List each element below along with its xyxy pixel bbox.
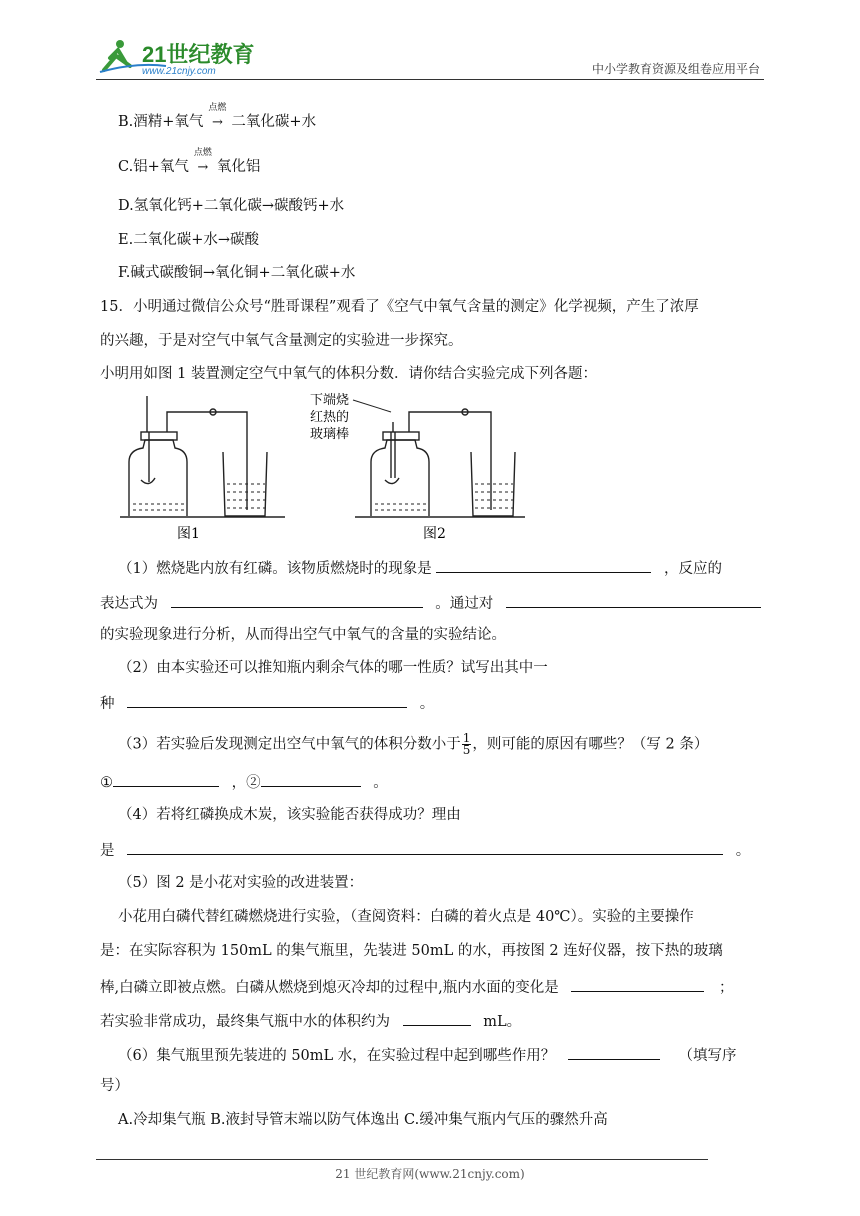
q15-part4-line2: 是 。: [100, 838, 750, 861]
fraction: $\frac{1}{5}$: [462, 731, 471, 757]
option-d: D.氢氧化钙+二氧化碳→碳酸钙+水: [118, 198, 345, 214]
q15-part1-line3: 的实验现象进行分析，从而得出空气中氧气的含量的实验结论。: [100, 627, 506, 643]
fig2-label-3: 玻璃棒: [310, 427, 350, 442]
q15-part4-line1: （4）若将红磷换成木炭，该实验能否获得成功？理由: [118, 807, 461, 823]
answer-blank[interactable]: [506, 591, 761, 608]
q15-part5-line1: （5）图 2 是小花对实验的改进装置：: [118, 875, 364, 891]
header-divider: [96, 79, 764, 80]
q15-part6-line1: （6）集气瓶里预先装进的 50mL 水，在实验过程中起到哪些作用？ （填写序: [118, 1043, 737, 1066]
option-e: E.二氧化碳+水→碳酸: [118, 232, 259, 248]
q15-part1-line1: （1）燃烧匙内放有红磷。该物质燃烧时的现象是 ，反应的: [118, 556, 722, 579]
q15-part5-line5: 若实验非常成功，最终集气瓶中水的体积约为 mL。: [100, 1009, 521, 1032]
answer-blank[interactable]: [127, 838, 723, 855]
option-f: F.碱式碳酸铜→氧化铜+二氧化碳+水: [118, 265, 356, 281]
q15-part5-line4: 棒,白磷立即被点燃。白磷从燃烧到熄灭冷却的过程中,瓶内水面的变化是 ；: [100, 975, 733, 998]
q15-part1-line2: 表达式为 。通过对: [100, 591, 761, 614]
site-logo: [96, 36, 266, 80]
q15-intro-line2: 的兴趣，于是对空气中氧气含量测定的实验进一步探究。: [100, 333, 463, 349]
condition-label: 点燃: [193, 148, 212, 158]
footer-text: 21 世纪教育网(www.21cnjy.com): [335, 1167, 525, 1181]
condition-label: 点燃: [208, 103, 227, 113]
apparatus-figure: [115, 392, 535, 542]
fig2-caption: 图2: [423, 526, 446, 542]
q15-part6-options: A.冷却集气瓶 B.液封导管末端以防气体逸出 C.缓冲集气瓶内气压的骤然升高: [118, 1112, 608, 1128]
q15-part5-line3: 是：在实际容积为 150mL 的集气瓶里，先装进 50mL 的水，再按图 2 连好仪器，按下热的玻璃: [100, 943, 723, 959]
platform-name: 中小学教育资源及组卷应用平台: [591, 62, 760, 76]
answer-blank[interactable]: [261, 770, 361, 787]
q15-intro-line3: 小明用如图 1 装置测定空气中氧气的体积分数．请你结合实验完成下列各题：: [100, 366, 597, 382]
q15-part5-line2: 小花用白磷代替红磷燃烧进行实验，（查阅资料：白磷的着火点是 40℃）。实验的主要操作: [118, 909, 694, 925]
option-c: C.铝+氧气 点燃 → 氧化铝: [118, 148, 261, 175]
answer-blank[interactable]: [436, 556, 651, 573]
logo-url: www.21cnjy.com: [142, 66, 216, 77]
footer-divider: [96, 1159, 708, 1160]
fig2-label-2: 红热的: [310, 410, 350, 425]
q15-part3-line1: （3）若实验后发现测定出空气中氧气的体积分数小于 $\frac{1}{5}$ ，则可能的原因有哪些？（写 2 条）: [118, 731, 709, 757]
q15-part3-line2: ① ，② 。: [100, 770, 388, 793]
logo-text: 21世纪教育: [142, 42, 255, 67]
option-b: B.酒精+氧气 点燃 → 二氧化碳+水: [118, 103, 317, 130]
answer-blank[interactable]: [571, 975, 704, 992]
arrow-icon: →: [197, 160, 209, 175]
q15-part6-line2: 号）: [100, 1078, 129, 1094]
arrow-icon: →: [211, 115, 223, 130]
fig1-caption: 图1: [177, 526, 200, 542]
answer-blank[interactable]: [127, 691, 407, 708]
answer-blank[interactable]: [568, 1043, 660, 1060]
fig2-label-1: 下端烧: [310, 393, 350, 408]
answer-blank[interactable]: [171, 591, 423, 608]
answer-blank[interactable]: [403, 1009, 471, 1026]
q15-part2-line1: （2）由本实验还可以推知瓶内剩余气体的哪一性质？试写出其中一: [118, 660, 548, 676]
q15-part2-line2: 种 。: [100, 691, 434, 714]
q15-intro-line1: 15．小明通过微信公众号“胜哥课程”观看了《空气中氧气含量的测定》化学视频，产生了浓厚: [100, 299, 699, 315]
answer-blank[interactable]: [113, 770, 219, 787]
